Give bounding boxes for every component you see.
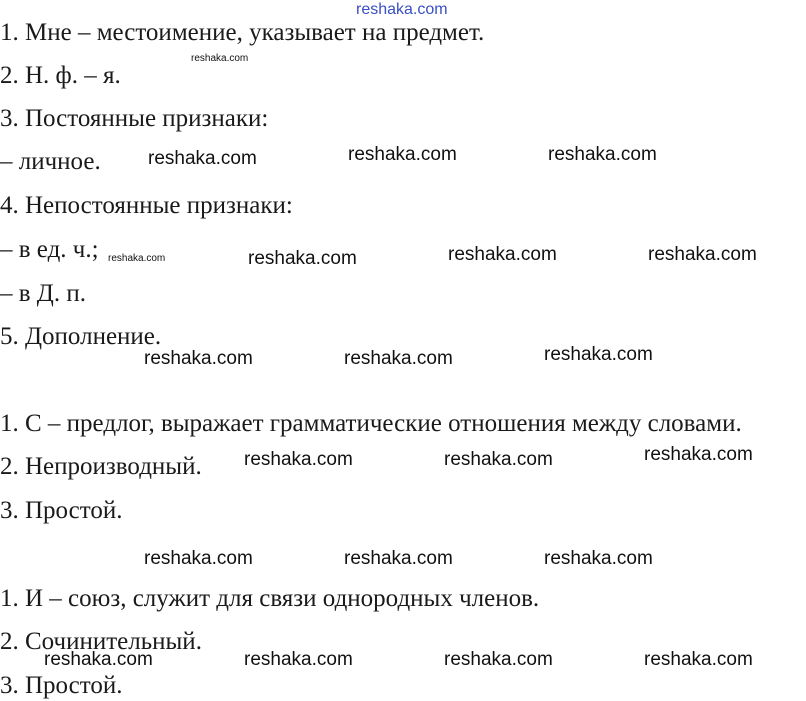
watermark: reshaka.com <box>444 649 553 670</box>
text-line: 2. Сочинительный. <box>0 628 202 655</box>
watermark: reshaka.com <box>644 649 753 670</box>
watermark: reshaka.com <box>544 344 653 365</box>
text-line: 1. С – предлог, выражает грамматические отношения между словами. <box>0 410 742 437</box>
watermark: reshaka.com <box>348 144 457 165</box>
watermark: reshaka.com <box>244 649 353 670</box>
text-line: 4. Непостоянные признаки: <box>0 192 293 219</box>
text-line: 3. Простой. <box>0 672 123 699</box>
watermark: reshaka.com <box>108 253 166 264</box>
watermark: reshaka.com <box>344 548 453 569</box>
watermark: reshaka.com <box>356 1 448 18</box>
text-line: 2. Непроизводный. <box>0 453 202 480</box>
watermark: reshaka.com <box>44 649 153 670</box>
text-line: – личное. <box>0 148 101 175</box>
watermark: reshaka.com <box>544 548 653 569</box>
watermark: reshaka.com <box>648 244 757 265</box>
text-line: 2. Н. ф. – я. <box>0 62 121 89</box>
text-line: 1. Мне – местоимение, указывает на предмет. <box>0 19 485 46</box>
text-line: 5. Дополнение. <box>0 323 162 350</box>
watermark: reshaka.com <box>448 244 557 265</box>
watermark: reshaka.com <box>144 348 253 369</box>
watermark: reshaka.com <box>244 449 353 470</box>
watermark: reshaka.com <box>344 348 453 369</box>
text-line: – в ед. ч.; <box>0 236 99 263</box>
watermark: reshaka.com <box>148 148 257 169</box>
text-line: 3. Постоянные признаки: <box>0 105 269 132</box>
text-line: – в Д. п. <box>0 280 86 307</box>
text-line: 3. Простой. <box>0 497 123 524</box>
watermark: reshaka.com <box>644 444 753 465</box>
watermark: reshaka.com <box>548 144 657 165</box>
watermark: reshaka.com <box>144 548 253 569</box>
watermark: reshaka.com <box>444 449 553 470</box>
watermark: reshaka.com <box>248 248 357 269</box>
text-line: 1. И – союз, служит для связи однородных членов. <box>0 585 540 612</box>
watermark: reshaka.com <box>191 53 249 64</box>
